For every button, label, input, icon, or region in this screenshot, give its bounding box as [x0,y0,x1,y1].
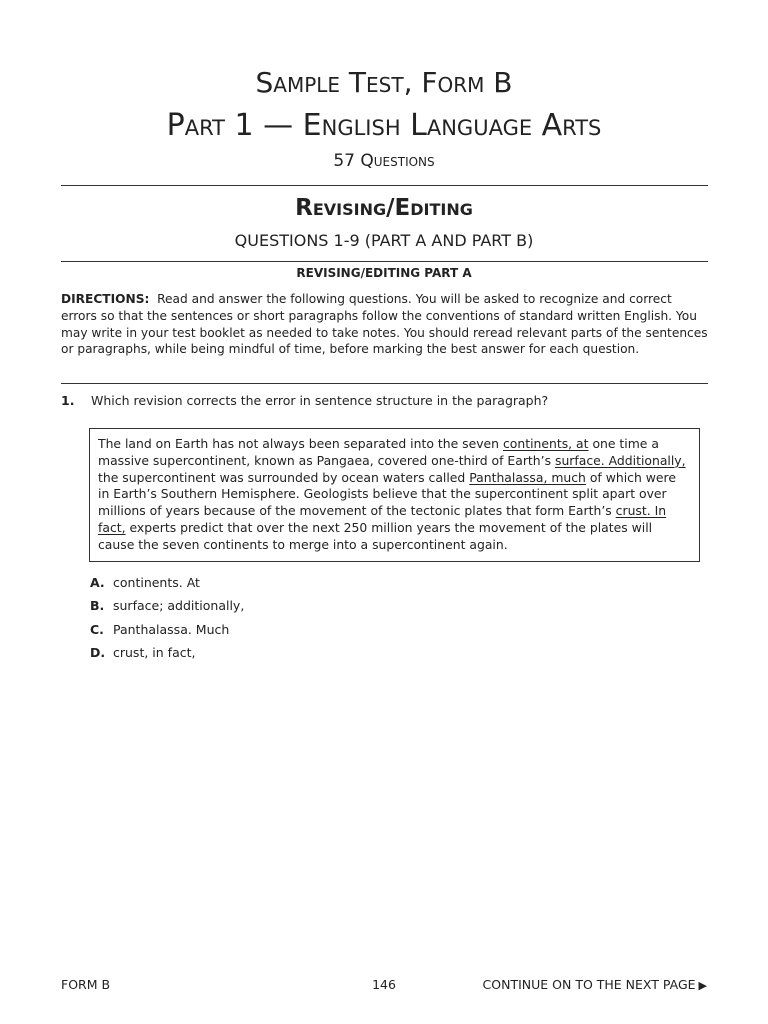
question-text: Which revision corrects the error in sentence structure in the paragraph? [91,393,549,408]
choice-text: crust, in fact, [113,645,196,660]
underlined-phrase-d: crust. In fact, [98,503,667,535]
right-arrow-icon: ▶ [698,979,707,992]
choice-text: Panthalassa. Much [113,622,230,637]
passage-text: The land on Earth has not always been separated into the seven [98,436,503,451]
answer-choice-d[interactable] [90,645,195,660]
continue-label [483,977,707,992]
choice-text: continents. At [113,575,200,590]
divider-top [61,185,708,186]
choice-letter: D. [90,645,106,660]
divider-directions [61,383,708,384]
part-heading: REVISING/EDITING PART A [296,266,472,280]
answer-choice-c[interactable] [90,622,229,637]
directions-text: Read and answer the following questions. You will be asked to recognize and correct errors so that the sentences or short paragraphs follow the conventions of standard written English. You may write in your test booklet as needed to take notes. You should reread relevant parts of the sentences or paragraphs, while being mindful of time, before marking the best answer for each question. [61,292,708,357]
passage-text: one time a massive supercontinent, known as Pangaea, covered one-third of Earth’s [98,436,659,468]
continue-text: CONTINUE ON TO THE NEXT PAGE [482,977,696,992]
footer-form-label: FORM B [61,977,111,992]
divider-section [61,261,708,262]
directions-label: DIRECTIONS: [61,292,150,306]
passage-text: experts predict that over the next 250 million years the movement of the plates will cause the seven continents to merge into a supercontinent again. [98,519,653,552]
answer-choice-a[interactable] [90,575,200,590]
question-count: 57 Questions [333,151,435,171]
underlined-phrase-b: surface. Additionally, [554,452,686,468]
answer-choice-b[interactable] [90,598,244,613]
choice-text: surface; additionally, [113,598,245,613]
underlined-phrase-a: continents, at [502,436,589,451]
section-subtitle: QUESTIONS 1-9 (PART A AND PART B) [234,231,534,250]
passage-text: of which were in Earth’s Southern Hemisphere. Geologists believe that the supercontinent split apart over millions of years because of the movement of the tectonic plates that form Earth’s [98,469,676,519]
underlined-phrase-c: Panthalassa, much [469,469,586,485]
passage-box [89,428,700,562]
part-title: Part 1 — English Language Arts [166,108,602,143]
section-title: Revising/Editing [295,195,473,221]
question-number: 1. [61,393,75,408]
directions [61,291,708,358]
page-title: Sample Test, Form B [255,66,513,99]
passage-text: the supercontinent was surrounded by ocean waters called [98,469,470,485]
choice-letter: B. [90,598,105,613]
page-number: 146 [372,977,396,992]
choice-letter: A. [90,575,105,590]
choice-letter: C. [90,622,104,637]
